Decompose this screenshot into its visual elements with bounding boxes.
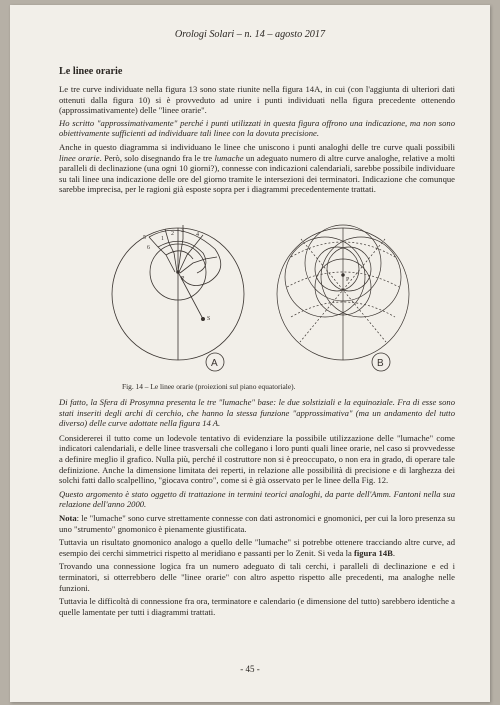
diagram-b-point-p bbox=[342, 274, 345, 277]
diagram-a bbox=[112, 225, 244, 360]
diagram-a-label-4: 4 bbox=[196, 232, 199, 238]
diagram-a-badge-label: A bbox=[211, 358, 218, 369]
p8-text-b: . bbox=[392, 547, 396, 558]
diagram-a-point-p bbox=[177, 271, 180, 274]
diagram-a-label-2: 2 bbox=[171, 231, 174, 237]
p3-text-c: un adeguato numero di altre curve analoghe, relative a molti paralleli di declinazione (una ogni 10 giorni?), connesse con indicazioni calendariali, sarebbe possibile individuare su tali linee una indicazione delle ore del giorno tramite le intersezioni dei terminatori. Indicazione che comunque sarebbe imprecisa, per le ragioni già esposte sopra per i diagrammi precedentemente trattati. bbox=[59, 152, 455, 195]
diagram-a-label-1: 1 bbox=[161, 236, 164, 242]
diagram-b bbox=[277, 225, 409, 360]
paragraph-5: Considererei il tutto come un lodevole tentativo di evidenziare la possibile utilizzazione delle "lumache" come indicatori calendariali, e delle linee trasversali che collegano i loro punti quali linee orarie, nel caso si provvedesse a definire meglio il grafico. Nulla più, perché il costruttore non si è preoccupato, o non era in grado, di operare tale definizione. Anche la dimensione limitata dei reperti, in relazione alle possibilità di precisione e di larghezza dei solchi fatti dallo scalpellino, "giocava contro", come si è già osservato per le linee della Fig. 12. bbox=[59, 432, 455, 486]
body-upper bbox=[59, 84, 455, 195]
paragraph-3 bbox=[59, 142, 455, 195]
diagram-a-point-s bbox=[201, 317, 204, 320]
paragraph-8 bbox=[59, 537, 455, 558]
diagram-a-label-5: 5 bbox=[143, 235, 146, 241]
section-title: Le linee orarie bbox=[59, 66, 123, 77]
p8-text-a: Tuttavia un risultato gnomonico analogo a quello delle "lumache" si potrebbe ottenere tracciando altre curve, ad esempio dei cerchi simmetrici rispetto al meridiano e passanti per lo Zenit. Si veda la bbox=[59, 537, 455, 558]
p3-italic-b: lumache bbox=[214, 152, 244, 163]
paragraph-1: Le tre curve individuate nella figura 13 sono state riunite nella figura 14A, in cui (con l'aggiunta di ulteriori dati ottenuti dalla figura 10) si è provveduto ad unire i punti individuati nella figura precedente ottenendo (approssimativamente) delle "linee orarie". bbox=[59, 84, 455, 116]
page-number: - 45 - bbox=[240, 664, 260, 674]
p3-text-b: . Però, solo disegnando fra le tre bbox=[99, 152, 215, 163]
diagram-b-circle-2 bbox=[285, 237, 365, 317]
paragraph-2: Ho scritto "approssimativamente" perché i punti utilizzati in questa figura offrono una indicazione, ma non sono obiettivamente sufficienti ad individuare tali linee con la dovuta precisione. bbox=[59, 117, 455, 139]
body-lower bbox=[59, 397, 455, 617]
diagram-a-hour-line-5 bbox=[180, 257, 217, 273]
diagram-a-label-p: P bbox=[181, 276, 185, 282]
paragraph-9: Trovando una connessione logica fra un numero adeguato di tali cerchi, i paralleli di declinazione e ed i terminatori, si otterrebbero delle "linee orarie" con altro aspetto rispetto alle precedenti, ma analoghe nelle funzioni. bbox=[59, 561, 455, 593]
paragraph-4: Di fatto, la Sfera di Prosymna presenta le tre "lumache" base: le due solstiziali e la equinoziale. Fra di esse sono stati inseriti degli archi di cerchio, che hanno la stessa funzione "approssimativa" (ma un andamento del tutto diverso) delle curve adottate nella figura 14 A. bbox=[59, 397, 455, 429]
page bbox=[10, 5, 490, 702]
paragraph-6: Questo argomento è stato oggetto di trattazione in termini teorici analoghi, da parte dell'Amm. Fantoni nella sua relazione dell'anno 2000. bbox=[59, 488, 455, 510]
diagram-a-label-6: 6 bbox=[147, 245, 150, 251]
running-header: Orologi Solari – n. 14 – agosto 2017 bbox=[174, 29, 326, 40]
diagram-a-label-s: S bbox=[207, 316, 211, 322]
note-label: Nota bbox=[59, 512, 77, 523]
p3-italic-a: linee orarie bbox=[59, 152, 100, 163]
diagram-b-badge-label: B bbox=[377, 358, 384, 369]
figure-caption: Fig. 14 – Le linee orarie (proiezioni sul piano equatoriale). bbox=[122, 382, 296, 391]
note-text: : le "lumache" sono curve strettamente connesse con dati astronomici e gnomonici, per cui la loro presenza su uno "strumento" gnomonico è pienamente giustificata. bbox=[59, 512, 455, 534]
p8-figure-ref: figura 14B bbox=[353, 547, 393, 558]
paragraph-7 bbox=[59, 513, 455, 534]
figure-14 bbox=[111, 217, 421, 385]
paragraph-10: Tuttavia le difficoltà di connessione fra ora, terminatore e calendario (e dimensione del tutto) sarebbero identiche a quelle lamentate per tutti i diagrammi trattati. bbox=[59, 596, 455, 617]
diagram-b-circle-3 bbox=[321, 237, 401, 317]
diagram-a-label-3: 3 bbox=[181, 228, 184, 234]
p3-text-a: Anche in questo diagramma si individuano le linee che uniscono i punti analoghi delle tre curve quali possibili bbox=[59, 141, 455, 152]
diagram-b-label-p: P bbox=[346, 277, 350, 283]
